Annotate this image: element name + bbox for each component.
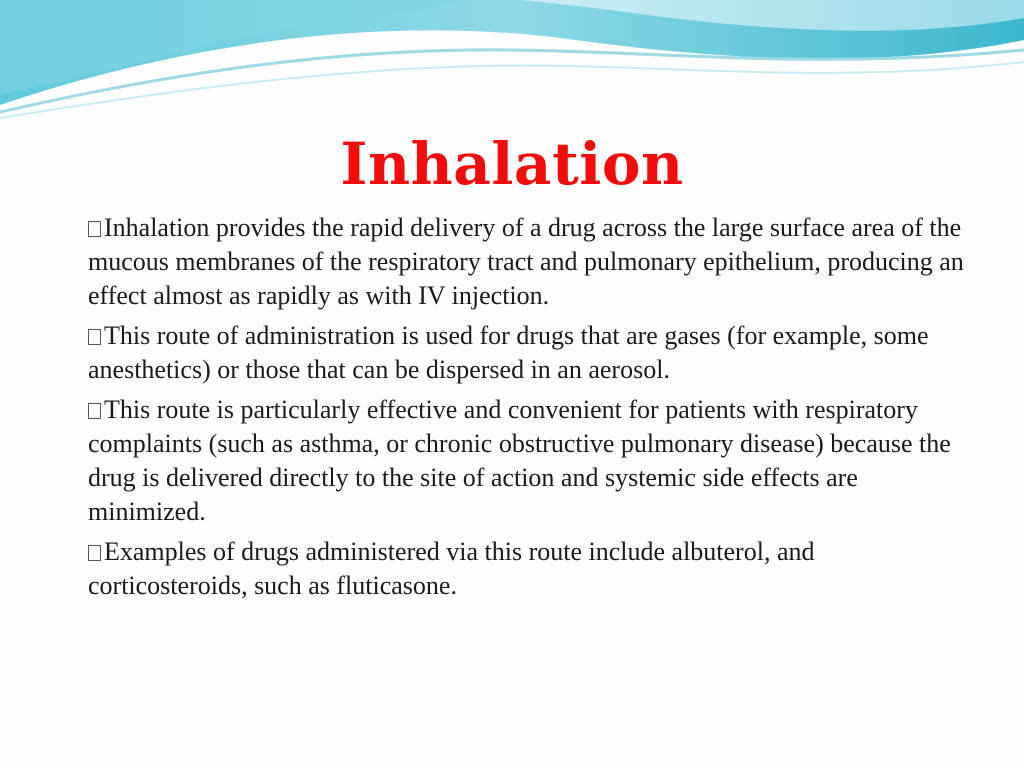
list-item-text: This route of administration is used for drugs that are gases (for example, some anesthetics) or those that can be dispersed in an aerosol.: [88, 321, 929, 384]
slide-title: Inhalation: [340, 130, 684, 198]
list-item-text: Examples of drugs administered via this route include albuterol, and corticosteroids, such as fluticasone.: [88, 537, 815, 600]
list-item-text: Inhalation provides the rapid delivery of a drug across the large surface area of the mucous membranes of the respiratory tract and pulmonary epithelium, producing an effect almost as rapidly as with IV injection.: [88, 213, 964, 310]
empty-square-bullet-icon: [88, 221, 101, 237]
bullet-list: [88, 211, 968, 609]
header-wave-decoration: [0, 0, 1024, 130]
list-item: [88, 535, 968, 603]
list-item: [88, 211, 968, 313]
list-item: [88, 319, 968, 387]
empty-square-bullet-icon: [88, 329, 101, 345]
list-item-text: This route is particularly effective and convenient for patients with respiratory complaints (such as asthma, or chronic obstructive pulmonary disease) because the drug is delivered directly to the site of action and systemic side effects are minimized.: [88, 395, 951, 526]
list-item: [88, 393, 968, 529]
empty-square-bullet-icon: [88, 545, 101, 561]
empty-square-bullet-icon: [88, 403, 101, 419]
